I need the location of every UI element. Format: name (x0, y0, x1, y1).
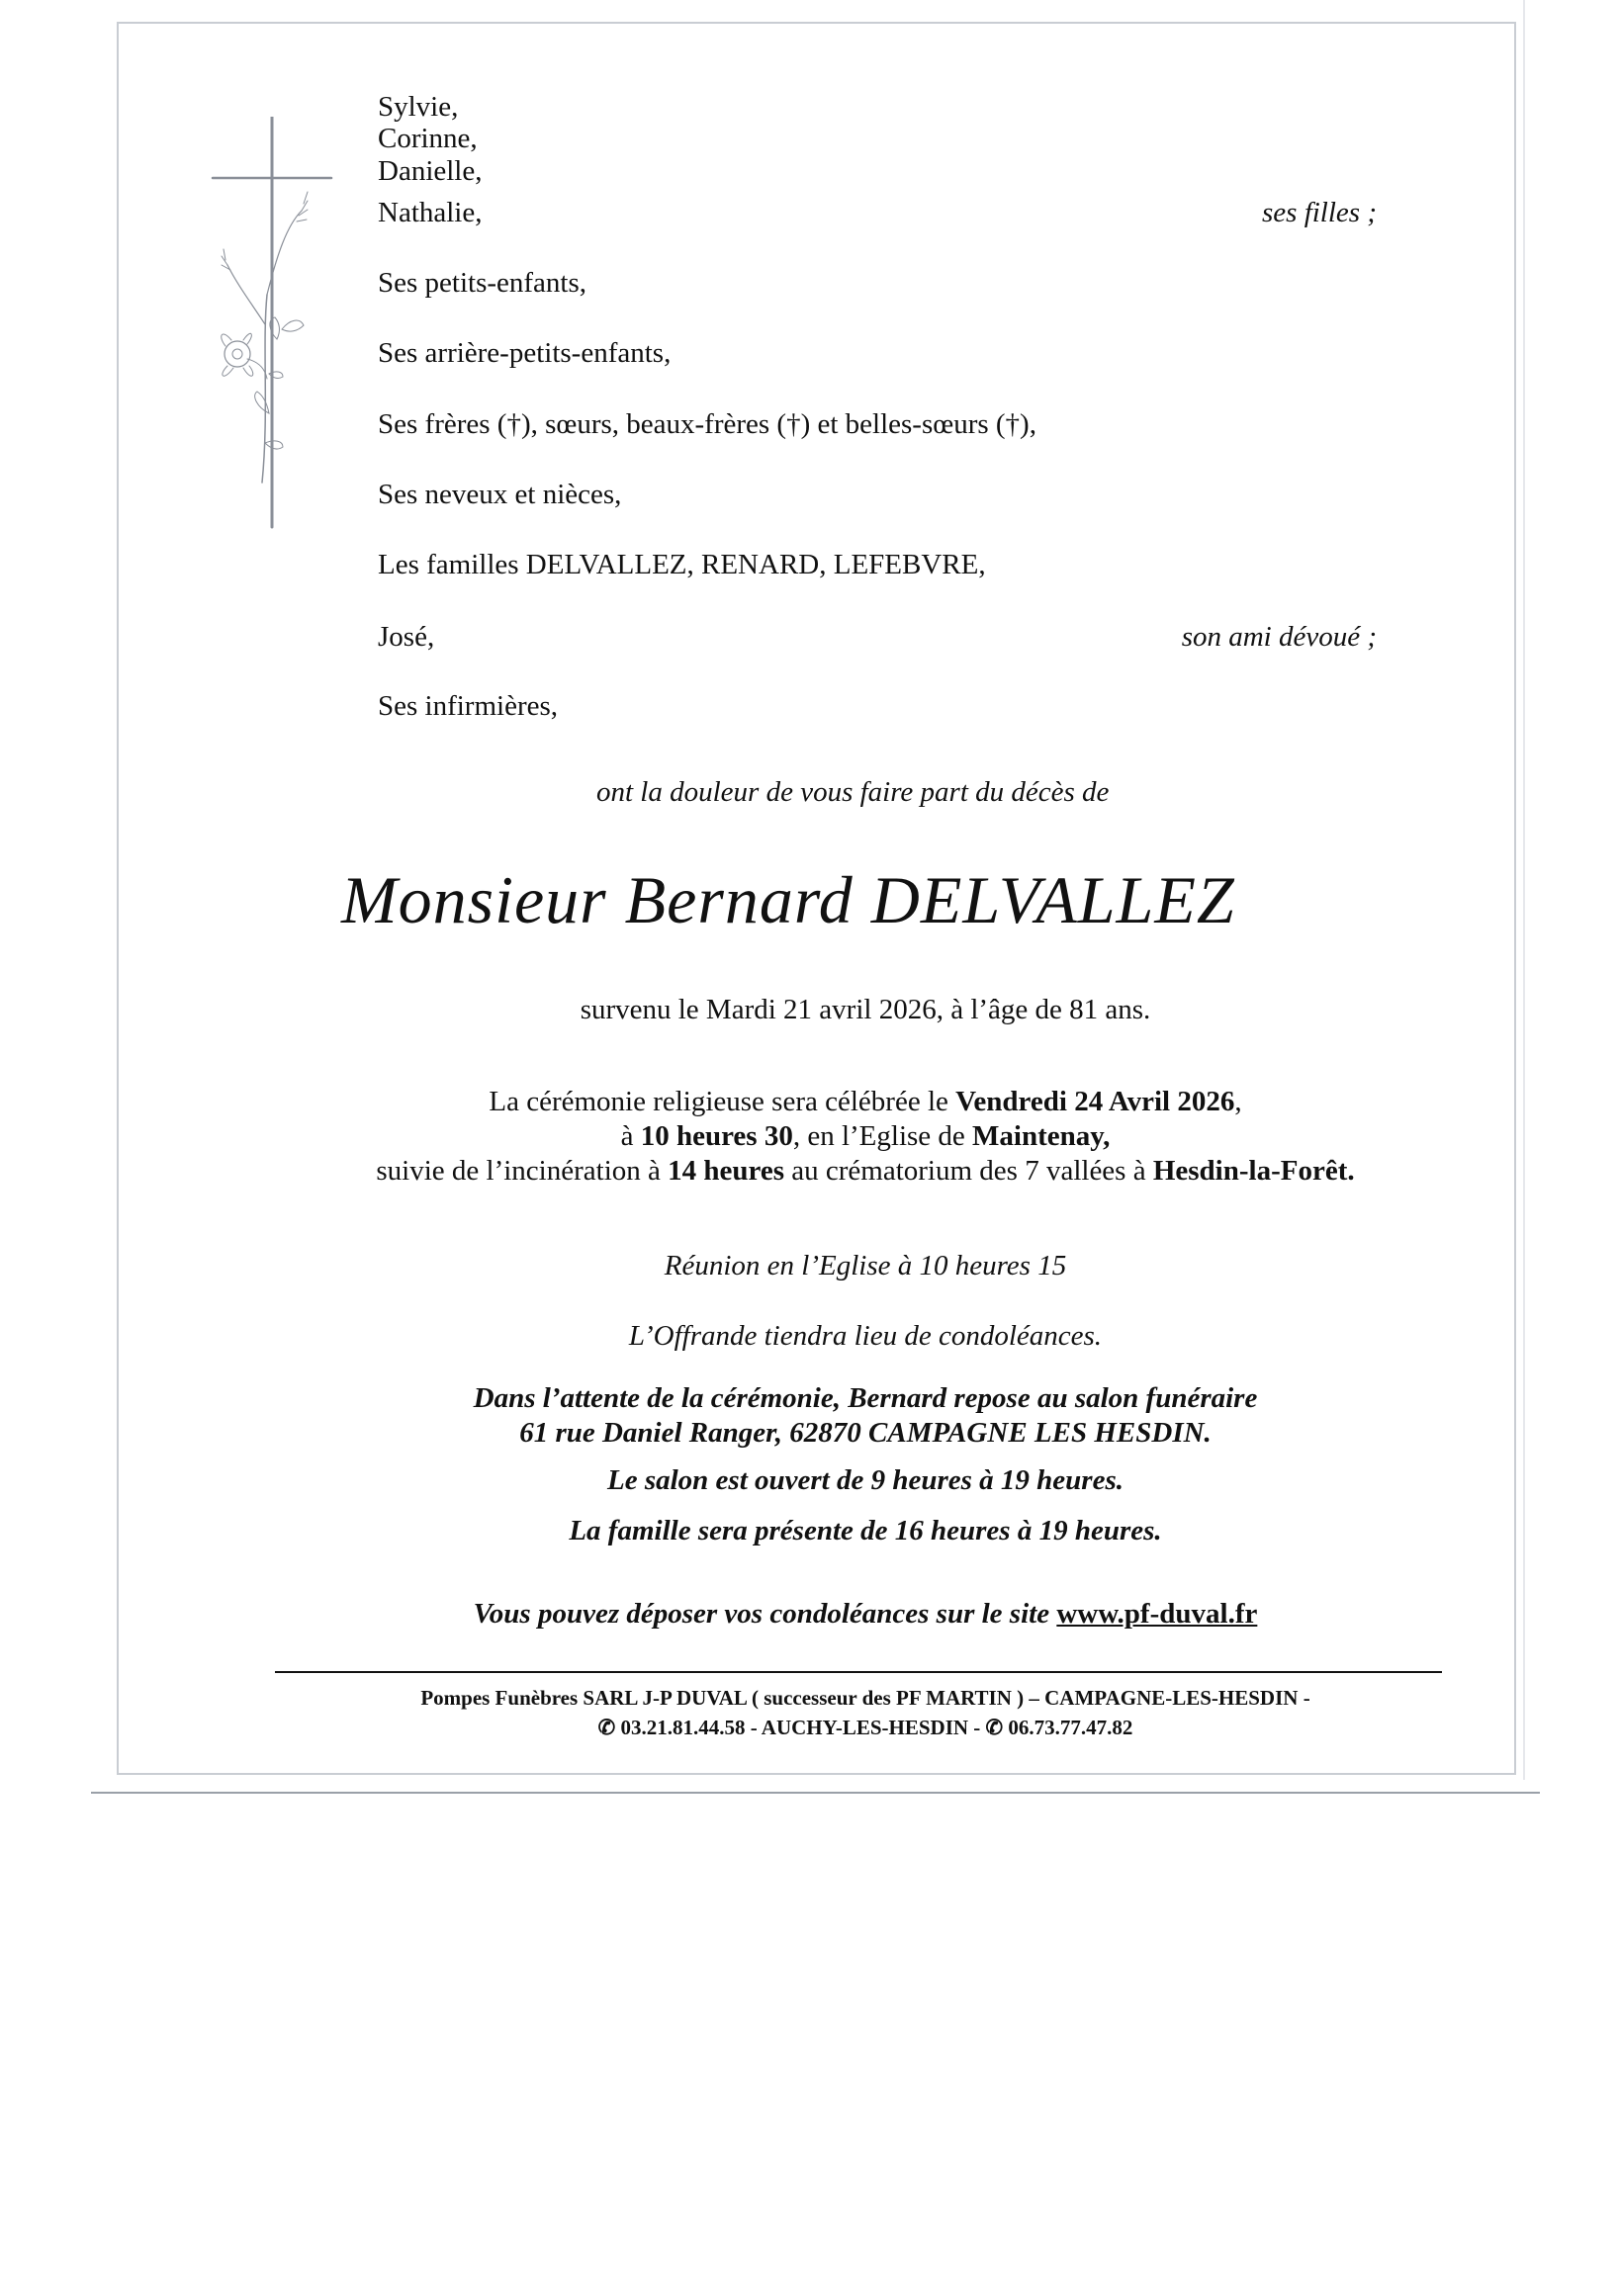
ceremony-date: Vendredi 24 Avril 2026 (955, 1086, 1235, 1117)
daughter-name: Sylvie, (378, 91, 459, 123)
family-presence: La famille sera présente de 16 heures à 19 heures. (569, 1515, 1162, 1546)
salon-line: Dans l’attente de la cérémonie, Bernard repose au salon funéraire (473, 1382, 1258, 1414)
condolences-line (178, 1596, 1553, 1632)
family-line: Les familles DELVALLEZ, RENARD, LEFEBVRE, (378, 549, 986, 580)
family-line: Ses petits-enfants, (378, 267, 587, 299)
friend-relation: son ami dévoué ; (1181, 621, 1377, 653)
ceremony-time: 10 heures 30 (640, 1120, 793, 1152)
frame-bottom-edge (91, 1792, 1540, 1794)
salon-address: 61 rue Daniel Ranger, 62870 CAMPAGNE LES HESDIN. (519, 1417, 1212, 1449)
condolences-link[interactable]: www.pf-duval.fr (1056, 1598, 1258, 1630)
offering-info: L’Offrande tiendra lieu de condoléances. (628, 1320, 1103, 1352)
salon-hours: Le salon est ouvert de 9 heures à 19 heures. (607, 1464, 1124, 1496)
ceremony-text: au crématorium des 7 vallées à (784, 1155, 1153, 1187)
family-line: Ses frères (†), sœurs, beaux-frères (†) et belles-sœurs (†), (378, 408, 1036, 440)
ceremony-text: , (1234, 1086, 1242, 1117)
ceremony-line-2 (178, 1118, 1553, 1154)
family-line: Ses neveux et nièces, (378, 479, 622, 510)
daughter-name: Danielle, (378, 155, 483, 187)
death-info: survenu le Mardi 21 avril 2026, à l’âge de 81 ans. (580, 994, 1151, 1025)
ceremony-line-3 (178, 1153, 1553, 1189)
condolences-text: Vous pouvez déposer vos condoléances sur le site (473, 1598, 1057, 1630)
footer-company: Pompes Funèbres SARL J-P DUVAL ( successeur des PF MARTIN ) – CAMPAGNE-LES-HESDIN - (420, 1686, 1310, 1710)
ceremony-line-1 (178, 1084, 1553, 1119)
nurses-line: Ses infirmières, (378, 690, 559, 722)
daughter-name: Corinne, (378, 123, 478, 154)
ceremony-text: La cérémonie religieuse sera célébrée le (489, 1086, 956, 1117)
cross-with-flowers-icon (208, 117, 356, 532)
family-line: Ses arrière-petits-enfants, (378, 337, 672, 369)
daughters-relation: ses filles ; (1262, 197, 1377, 228)
reunion-info: Réunion en l’Eglise à 10 heures 15 (664, 1250, 1067, 1281)
deceased-name: Monsieur Bernard DELVALLEZ (341, 862, 1235, 937)
ceremony-text: suivie de l’incinération à (376, 1155, 669, 1187)
footer-divider (275, 1671, 1442, 1673)
footer-phones: ✆ 03.21.81.44.58 - AUCHY-LES-HESDIN - ✆ 06.73.77.47.82 (597, 1716, 1133, 1739)
ceremony-text: , en l’Eglise de (792, 1120, 973, 1152)
friend-name: José, (378, 621, 435, 653)
daughter-name: Nathalie, (378, 197, 483, 228)
cremation-time: 14 heures (668, 1155, 785, 1187)
ceremony-place: Maintenay, (972, 1120, 1111, 1152)
ceremony-text: à (620, 1120, 641, 1152)
announcement: ont la douleur de vous faire part du décès de (596, 776, 1110, 808)
cremation-place: Hesdin-la-Forêt. (1152, 1155, 1355, 1187)
